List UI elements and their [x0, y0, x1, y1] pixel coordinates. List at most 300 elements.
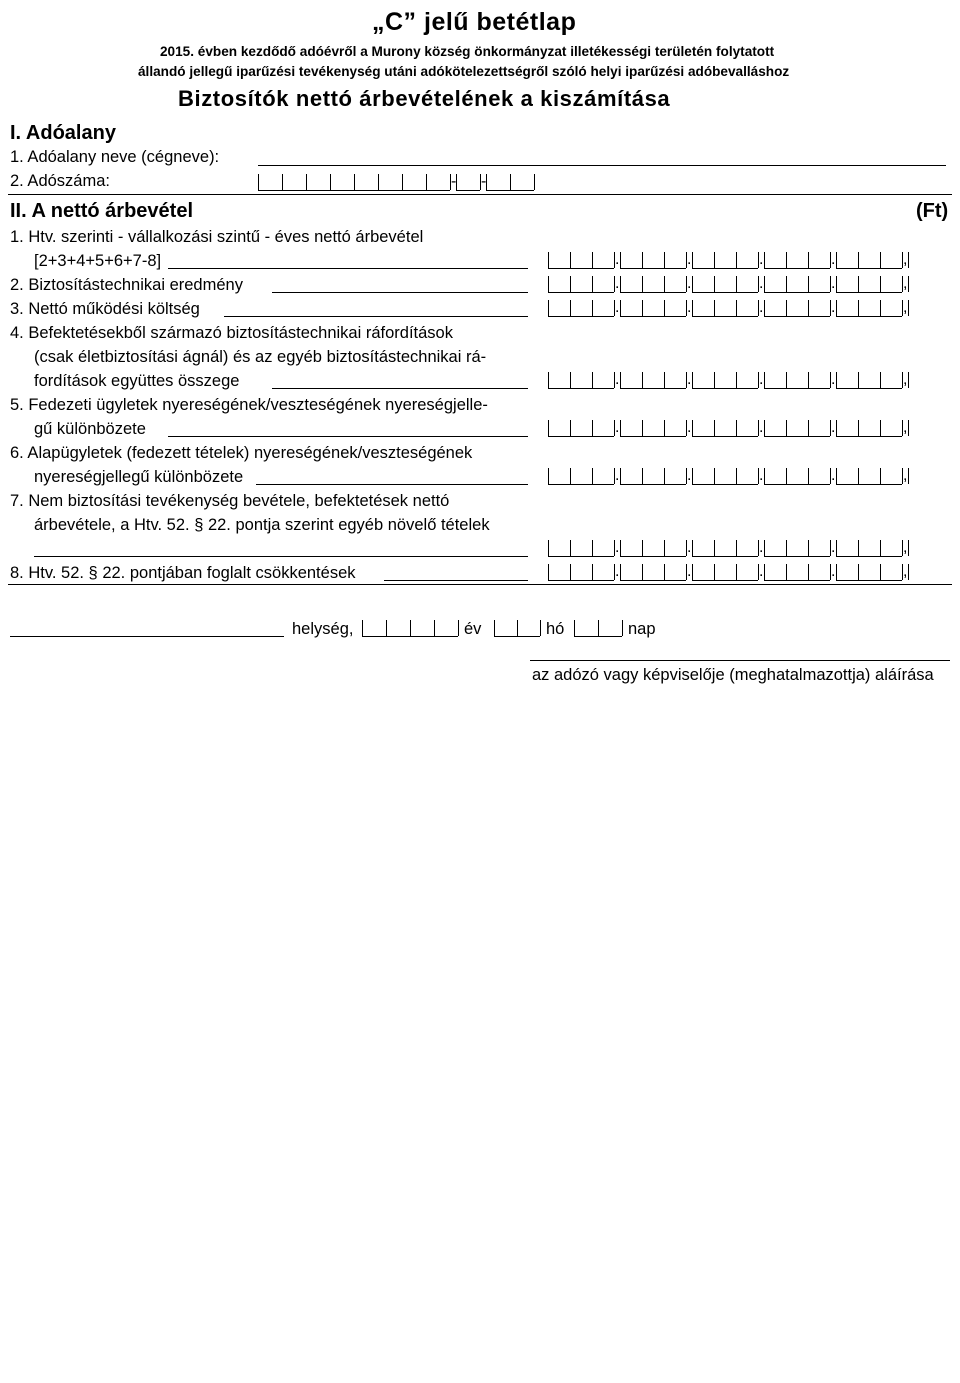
day-label: nap	[628, 620, 656, 638]
form-cell-divider	[714, 300, 715, 316]
form-cell-separator: .	[687, 419, 692, 436]
form-cell-underline	[592, 316, 614, 317]
form-cell-underline	[620, 580, 642, 581]
form-cell-divider	[692, 468, 693, 484]
form-cell-separator: .	[759, 539, 764, 556]
form-cell-underline	[692, 316, 714, 317]
form-cell-divider	[736, 252, 737, 268]
form-cell-separator: ,	[903, 563, 908, 580]
form-cell-divider	[836, 540, 837, 556]
form-cell-divider	[714, 420, 715, 436]
form-cell-divider	[620, 300, 621, 316]
item6-fill-line	[256, 484, 528, 485]
form-cell-divider	[692, 372, 693, 388]
form-cell-divider	[642, 468, 643, 484]
form-cell-divider	[486, 174, 487, 190]
form-cell-underline	[517, 636, 540, 637]
form-cell-divider	[258, 174, 259, 190]
form-cell-divider	[764, 420, 765, 436]
form-cell-divider	[764, 468, 765, 484]
form-cell-underline	[736, 388, 758, 389]
form-cell-divider	[836, 300, 837, 316]
form-cell-underline	[402, 190, 426, 191]
form-cell-underline	[664, 580, 686, 581]
form-cell-underline	[836, 388, 858, 389]
form-cell-underline	[764, 388, 786, 389]
form-cell-underline	[764, 484, 786, 485]
form-cell-divider	[664, 540, 665, 556]
form-cell-divider	[786, 372, 787, 388]
form-cell-separator: ,	[903, 371, 908, 388]
form-cell-divider	[426, 174, 427, 190]
form-cell-divider	[880, 540, 881, 556]
form-cell-underline	[836, 436, 858, 437]
form-cell-divider	[714, 252, 715, 268]
form-cell-divider	[402, 174, 403, 190]
item4-fill-line	[272, 388, 528, 389]
form-cell-divider	[786, 252, 787, 268]
form-cell-underline	[426, 190, 450, 191]
form-cell-divider	[592, 420, 593, 436]
form-cell-divider	[306, 174, 307, 190]
form-cell-divider	[494, 620, 495, 636]
form-cell-separator: .	[687, 563, 692, 580]
form-cell-divider	[642, 300, 643, 316]
form-cell-divider	[764, 252, 765, 268]
form-title: „C” jelű betétlap	[372, 8, 577, 36]
form-cell-separator: .	[687, 299, 692, 316]
form-cell-underline	[692, 388, 714, 389]
item4-label-line2: (csak életbiztosítási ágnál) és az egyéb biztosítástechnikai rá-	[34, 348, 487, 366]
form-cell-underline	[664, 556, 686, 557]
form-cell-underline	[620, 268, 642, 269]
section1-heading: I. Adóalany	[10, 122, 116, 144]
form-cell-divider	[620, 372, 621, 388]
form-cell-divider	[764, 372, 765, 388]
form-cell-divider	[548, 300, 549, 316]
signature-field[interactable]	[530, 660, 950, 661]
form-cell-separator: .	[615, 539, 620, 556]
form-cell-underline	[714, 580, 736, 581]
form-cell-divider	[598, 620, 599, 636]
form-cell-divider	[510, 174, 511, 190]
form-subtitle-line1: 2015. évben kezdődő adóévről a Murony község önkormányzat illetékességi területén folytatott	[160, 44, 775, 59]
form-cell-underline	[642, 316, 664, 317]
form-cell-underline	[574, 636, 598, 637]
form-cell-underline	[736, 484, 758, 485]
item7-label-line1: 7. Nem biztosítási tevékenység bevétele, befektetések nettó	[10, 492, 450, 510]
form-cell-underline	[808, 292, 830, 293]
form-cell-separator: .	[687, 371, 692, 388]
form-cell-separator: .	[759, 419, 764, 436]
year-label: év	[464, 620, 482, 638]
form-cell-underline	[548, 292, 570, 293]
form-cell-underline	[858, 556, 880, 557]
form-cell-divider	[592, 564, 593, 580]
form-cell-divider	[786, 468, 787, 484]
tax-number-field[interactable]	[258, 174, 542, 191]
form-cell-underline	[642, 268, 664, 269]
form-cell-underline	[620, 316, 642, 317]
form-cell-divider	[736, 276, 737, 292]
form-cell-divider	[362, 620, 363, 636]
form-cell-divider	[808, 372, 809, 388]
form-cell-divider	[808, 300, 809, 316]
year-field[interactable]	[362, 620, 458, 637]
form-cell-divider	[517, 620, 518, 636]
form-cell-underline	[786, 556, 808, 557]
form-cell-underline	[808, 436, 830, 437]
form-cell-separator: .	[687, 275, 692, 292]
form-cell-divider	[714, 372, 715, 388]
item1-label-line2: [2+3+4+5+6+7-8]	[34, 252, 162, 270]
form-cell-underline	[836, 316, 858, 317]
form-cell-underline	[836, 292, 858, 293]
day-field[interactable]	[574, 620, 622, 637]
form-cell-divider	[692, 564, 693, 580]
form-cell-divider	[714, 540, 715, 556]
form-cell-underline	[548, 556, 570, 557]
form-cell-divider	[836, 372, 837, 388]
form-cell-underline	[714, 268, 736, 269]
form-cell-divider	[836, 564, 837, 580]
form-cell-separator: .	[831, 563, 836, 580]
form-cell-divider	[692, 276, 693, 292]
form-cell-divider	[282, 174, 283, 190]
form-cell-separator: .	[759, 371, 764, 388]
form-cell-divider	[378, 174, 379, 190]
form-cell-separator: .	[831, 275, 836, 292]
section2-heading: II. A nettó árbevétel	[10, 200, 194, 222]
form-cell-underline	[378, 190, 402, 191]
item6-label-line1: 6. Alapügyletek (fedezett tételek) nyereségének/veszteségének	[10, 444, 473, 462]
form-cell-separator: .	[831, 251, 836, 268]
form-cell-underline	[592, 580, 614, 581]
form-cell-divider	[858, 372, 859, 388]
form-cell-underline	[880, 316, 902, 317]
form-cell-underline	[592, 556, 614, 557]
form-cell-divider	[714, 468, 715, 484]
form-cell-underline	[880, 268, 902, 269]
form-cell-divider	[836, 420, 837, 436]
signature-label: az adózó vagy képviselője (meghatalmazottja) aláírása	[532, 666, 934, 684]
form-cell-divider	[642, 420, 643, 436]
form-cell-divider	[548, 372, 549, 388]
form-cell-divider	[592, 372, 593, 388]
place-field[interactable]	[10, 636, 284, 637]
form-cell-underline	[692, 268, 714, 269]
form-cell-divider	[764, 276, 765, 292]
form-cell-separator: ,	[903, 467, 908, 484]
form-cell-divider	[808, 540, 809, 556]
form-subtitle-line2: állandó jellegű iparűzési tevékenység utáni adókötelezettségről szóló helyi iparűzési adóbevalláshoz	[138, 64, 790, 79]
form-cell-underline	[282, 190, 306, 191]
form-cell-divider	[736, 564, 737, 580]
form-cell-divider	[764, 564, 765, 580]
form-cell-divider	[714, 276, 715, 292]
form-cell-divider	[880, 564, 881, 580]
form-cell-underline	[548, 388, 570, 389]
form-cell-underline	[836, 484, 858, 485]
form-cell-divider	[736, 540, 737, 556]
form-cell-underline	[620, 436, 642, 437]
form-cell-underline	[786, 268, 808, 269]
form-cell-divider	[880, 300, 881, 316]
form-cell-separator: .	[831, 299, 836, 316]
form-cell-divider	[714, 564, 715, 580]
form-cell-underline	[808, 268, 830, 269]
form-cell-separator: ,	[903, 419, 908, 436]
form-cell-underline	[664, 268, 686, 269]
form-cell-divider	[570, 420, 571, 436]
form-cell-underline	[434, 636, 458, 637]
form-cell-divider	[764, 540, 765, 556]
form-cell-divider	[764, 300, 765, 316]
form-cell-divider	[410, 620, 411, 636]
form-cell-separator: ,	[903, 299, 908, 316]
form-cell-divider	[664, 372, 665, 388]
form-cell-separator: .	[615, 563, 620, 580]
form-cell-divider	[592, 300, 593, 316]
form-cell-underline	[362, 636, 386, 637]
form-cell-divider	[736, 300, 737, 316]
taxpayer-name-field[interactable]	[258, 165, 946, 166]
form-cell-divider	[786, 540, 787, 556]
form-cell-underline	[258, 190, 282, 191]
item5-fill-line	[168, 436, 528, 437]
form-cell-underline	[570, 388, 592, 389]
form-cell-divider	[808, 468, 809, 484]
form-cell-divider	[664, 252, 665, 268]
form-cell-divider	[858, 420, 859, 436]
form-cell-divider	[622, 620, 623, 636]
form-cell-divider	[908, 564, 909, 580]
form-cell-divider	[548, 540, 549, 556]
form-cell-divider	[836, 252, 837, 268]
form-cell-separator: .	[831, 467, 836, 484]
form-cell-underline	[570, 292, 592, 293]
form-cell-divider	[786, 564, 787, 580]
item5-label-line1: 5. Fedezeti ügyletek nyereségének/veszteségének nyereségjelle-	[10, 396, 488, 414]
form-cell-underline	[736, 556, 758, 557]
form-cell-underline	[858, 268, 880, 269]
month-field[interactable]	[494, 620, 540, 637]
form-cell-divider	[592, 468, 593, 484]
form-cell-underline	[570, 580, 592, 581]
form-cell-underline	[786, 316, 808, 317]
form-cell-underline	[736, 268, 758, 269]
tax-number-label: 2. Adószáma:	[10, 172, 110, 190]
form-cell-divider	[908, 420, 909, 436]
month-label: hó	[546, 620, 565, 638]
form-cell-divider	[836, 468, 837, 484]
form-cell-divider	[808, 276, 809, 292]
section-divider	[8, 194, 952, 195]
form-cell-underline	[592, 268, 614, 269]
form-cell-divider	[386, 620, 387, 636]
form-cell-underline	[836, 268, 858, 269]
form-cell-underline	[354, 190, 378, 191]
form-cell-divider	[692, 252, 693, 268]
form-cell-divider	[692, 540, 693, 556]
form-cell-underline	[664, 316, 686, 317]
form-cell-divider	[642, 276, 643, 292]
form-cell-underline	[592, 292, 614, 293]
form-cell-underline	[880, 556, 902, 557]
form-cell-underline	[592, 484, 614, 485]
form-cell-divider	[836, 276, 837, 292]
form-cell-separator: .	[831, 539, 836, 556]
form-cell-divider	[880, 276, 881, 292]
form-cell-underline	[456, 190, 480, 191]
form-cell-underline	[764, 292, 786, 293]
form-cell-divider	[808, 420, 809, 436]
form-cell-divider	[786, 300, 787, 316]
form-cell-separator: .	[687, 467, 692, 484]
form-cell-underline	[836, 580, 858, 581]
form-cell-divider	[570, 300, 571, 316]
form-cell-divider	[570, 468, 571, 484]
form-cell-divider	[570, 276, 571, 292]
form-cell-separator: .	[759, 275, 764, 292]
form-cell-divider	[664, 468, 665, 484]
form-cell-underline	[786, 580, 808, 581]
form-cell-underline	[642, 292, 664, 293]
form-cell-divider	[642, 252, 643, 268]
form-cell-divider	[736, 468, 737, 484]
form-cell-underline	[548, 436, 570, 437]
form-cell-underline	[570, 556, 592, 557]
form-cell-underline	[548, 484, 570, 485]
form-cell-divider	[570, 252, 571, 268]
form-cell-underline	[714, 556, 736, 557]
item1-fill-line	[168, 268, 528, 269]
form-cell-underline	[836, 556, 858, 557]
place-label: helység,	[292, 620, 354, 638]
form-cell-divider	[574, 620, 575, 636]
form-cell-underline	[764, 268, 786, 269]
form-cell-underline	[620, 484, 642, 485]
form-cell-underline	[570, 436, 592, 437]
form-cell-underline	[692, 484, 714, 485]
form-cell-underline	[858, 388, 880, 389]
form-cell-underline	[330, 190, 354, 191]
form-cell-separator: .	[687, 251, 692, 268]
form-cell-separator: .	[687, 539, 692, 556]
form-cell-divider	[692, 300, 693, 316]
form-cell-underline	[880, 292, 902, 293]
form-cell-separator: .	[615, 251, 620, 268]
form-cell-underline	[764, 436, 786, 437]
form-cell-underline	[736, 316, 758, 317]
form-cell-underline	[714, 388, 736, 389]
form-cell-divider	[434, 620, 435, 636]
form-cell-separator: .	[831, 419, 836, 436]
item7-fill-line	[34, 556, 528, 557]
form-cell-underline	[880, 484, 902, 485]
form-cell-underline	[570, 484, 592, 485]
item1-label-line1: 1. Htv. szerinti - vállalkozási szintű - éves nettó árbevétel	[10, 228, 424, 246]
form-cell-underline	[486, 190, 510, 191]
form-cell-separator: ,	[903, 539, 908, 556]
form-cell-separator: .	[615, 371, 620, 388]
form-cell-divider	[858, 564, 859, 580]
form-cell-underline	[808, 484, 830, 485]
form-cell-underline	[410, 636, 434, 637]
section-divider-bottom	[8, 584, 952, 585]
form-cell-underline	[786, 388, 808, 389]
form-cell-underline	[692, 436, 714, 437]
form-cell-underline	[714, 292, 736, 293]
form-cell-divider	[534, 174, 535, 190]
item8-label: 8. Htv. 52. § 22. pontjában foglalt csökkentések	[10, 564, 356, 582]
form-cell-underline	[570, 316, 592, 317]
form-cell-underline	[592, 388, 614, 389]
form-cell-underline	[494, 636, 517, 637]
form-cell-divider	[548, 252, 549, 268]
form-cell-underline	[548, 316, 570, 317]
form-cell-divider	[620, 276, 621, 292]
form-cell-underline	[736, 580, 758, 581]
form-cell-underline	[620, 292, 642, 293]
form-cell-divider	[330, 174, 331, 190]
form-cell-divider	[540, 620, 541, 636]
form-cell-divider	[620, 468, 621, 484]
form-cell-underline	[858, 436, 880, 437]
form-cell-underline	[764, 316, 786, 317]
form-cell-underline	[786, 292, 808, 293]
item4-label-line1: 4. Befektetésekből származó biztosítástechnikai ráfordítások	[10, 324, 453, 342]
form-cell-divider	[592, 540, 593, 556]
form-cell-separator: .	[615, 299, 620, 316]
form-cell-underline	[692, 580, 714, 581]
form-cell-separator: .	[759, 563, 764, 580]
form-cell-separator: .	[831, 371, 836, 388]
form-cell-divider	[664, 300, 665, 316]
form-cell-underline	[642, 388, 664, 389]
form-cell-underline	[714, 316, 736, 317]
form-cell-underline	[808, 316, 830, 317]
form-cell-divider	[880, 372, 881, 388]
form-cell-underline	[510, 190, 534, 191]
form-cell-underline	[664, 388, 686, 389]
form-cell-underline	[880, 388, 902, 389]
form-cell-divider	[786, 276, 787, 292]
item2-fill-line	[272, 292, 528, 293]
form-cell-divider	[808, 564, 809, 580]
form-cell-divider	[908, 300, 909, 316]
form-cell-underline	[642, 436, 664, 437]
form-cell-underline	[880, 436, 902, 437]
form-cell-underline	[592, 436, 614, 437]
form-section-title: Biztosítók nettó árbevételének a kiszámítása	[178, 86, 671, 111]
form-cell-underline	[786, 484, 808, 485]
form-cell-divider	[548, 564, 549, 580]
form-cell-underline	[858, 316, 880, 317]
form-cell-underline	[858, 580, 880, 581]
form-cell-underline	[736, 292, 758, 293]
form-cell-underline	[664, 484, 686, 485]
form-cell-underline	[692, 556, 714, 557]
item8-fill-line	[384, 580, 528, 581]
form-cell-underline	[642, 556, 664, 557]
form-cell-divider	[880, 468, 881, 484]
form-cell-underline	[570, 268, 592, 269]
form-cell-separator: -	[481, 173, 487, 190]
form-cell-divider	[858, 540, 859, 556]
form-cell-divider	[908, 372, 909, 388]
form-cell-divider	[642, 372, 643, 388]
